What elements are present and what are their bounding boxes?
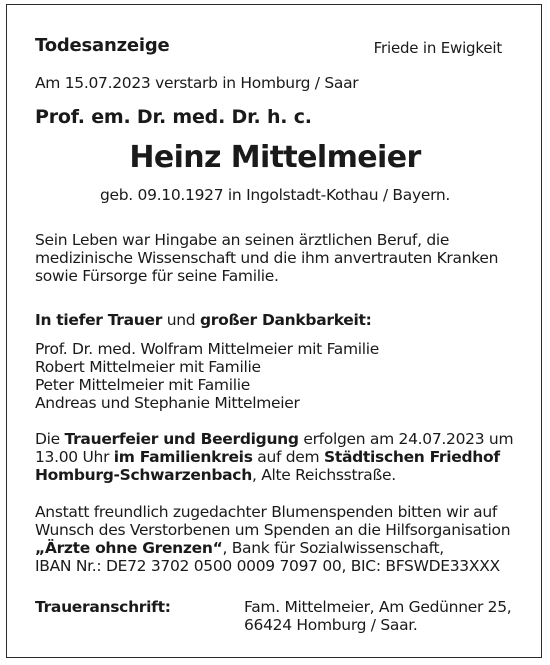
bank-name: , Bank für Sozialwissenschaft, (222, 539, 444, 557)
donation-info (35, 503, 510, 575)
grief-line (35, 311, 372, 329)
funeral-event: Trauerfeier und Beerdigung (64, 430, 299, 448)
motto: Friede in Ewigkeit (373, 39, 502, 57)
grief-part-2: großer Dankbarkeit: (199, 311, 372, 329)
funeral-time: 13.00 Uhr (35, 448, 114, 466)
cemetery-location: Homburg-Schwarzenbach (35, 466, 252, 484)
donation-line: Wunsch des Verstorbenen um Spenden an die Hilfsorganisation (35, 521, 511, 539)
funeral-text: auf dem (252, 448, 324, 466)
mourner: Andreas und Stephanie Mittelmeier (35, 394, 300, 412)
donation-line: Anstatt freundlich zugedachter Blumenspenden bitten wir auf (35, 503, 498, 521)
academic-title: Prof. em. Dr. med. Dr. h. c. (35, 106, 312, 128)
charity-name: „Ärzte ohne Grenzen“ (35, 539, 223, 557)
funeral-text: erfolgen am 24.07.2023 um (298, 430, 514, 448)
mourner: Peter Mittelmeier mit Familie (35, 376, 250, 394)
life-text-line: sowie Fürsorge für seine Familie. (35, 267, 279, 285)
address-line: Fam. Mittelmeier, Am Gedünner 25, (244, 598, 512, 616)
mourners-list (35, 340, 379, 412)
grief-connector: und (162, 311, 200, 329)
funeral-text: Die (35, 430, 65, 448)
mourning-address (244, 598, 511, 634)
deceased-name: Heinz Mittelmeier (129, 140, 421, 175)
address-line: 66424 Homburg / Saar. (244, 616, 418, 634)
mourner: Prof. Dr. med. Wolfram Mittelmeier mit Familie (35, 340, 380, 358)
bank-details: IBAN Nr.: DE72 3702 0500 0009 7097 00, BIC: BFSWDE33XXX (35, 557, 500, 575)
funeral-info (35, 430, 513, 484)
life-text-line: medizinische Wissenschaft und die ihm anvertrauten Kranken (35, 249, 499, 267)
notice-heading: Todesanzeige (35, 35, 170, 56)
address-label: Traueranschrift: (35, 598, 171, 616)
birth-line: geb. 09.10.1927 in Ingolstadt-Kothau / Bayern. (99, 186, 451, 204)
cemetery-street: , Alte Reichsstraße. (251, 466, 396, 484)
grief-part-1: In tiefer Trauer (35, 311, 163, 329)
life-text-line: Sein Leben war Hingabe an seinen ärztlichen Beruf, die (35, 231, 450, 249)
life-text (35, 231, 498, 285)
funeral-privacy: im Familienkreis (113, 448, 253, 466)
cemetery-name: Städtischen Friedhof (323, 448, 500, 466)
mourner: Robert Mittelmeier mit Familie (35, 358, 261, 376)
death-line: Am 15.07.2023 verstarb in Homburg / Saar (35, 74, 359, 92)
